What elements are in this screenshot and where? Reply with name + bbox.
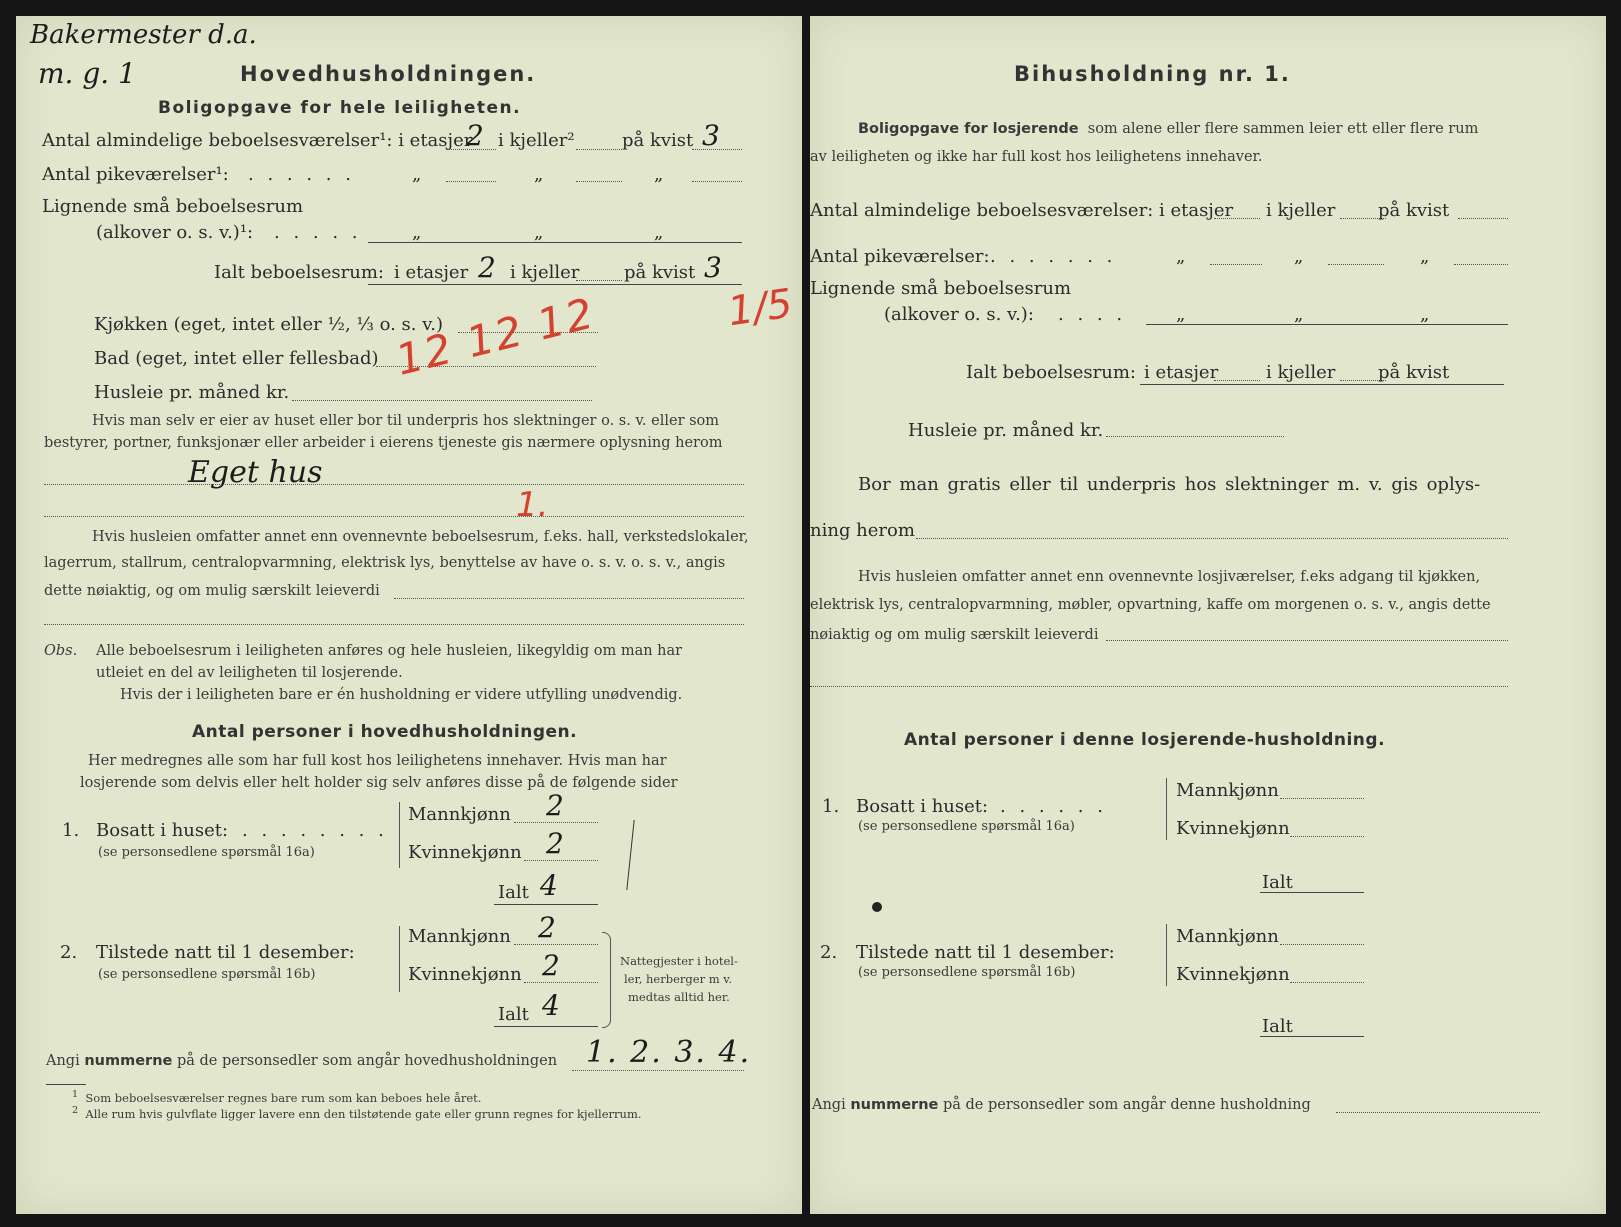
maid-kvist-field[interactable] <box>692 181 742 182</box>
q1-total-underline <box>494 904 598 905</box>
sub-q2-male-label: Mannkjønn <box>1176 926 1279 947</box>
owner-note-line1: Hvis man selv er eier av huset eller bor til underpris hos slektninger o. s. v. eller som <box>92 413 720 429</box>
sub-extras-line1: Hvis husleien omfatter annet enn ovennevnte losjiværelser, f.eks adgang til kjøkken, <box>858 569 1481 585</box>
q2-male-field[interactable] <box>514 944 598 945</box>
q2-right-brace <box>602 932 611 1028</box>
sub-angi-prefix: Angi <box>812 1097 846 1113</box>
sub-q2-number: 2. <box>820 942 838 963</box>
q1-male-field[interactable] <box>514 822 598 823</box>
main-household-sheet <box>16 16 802 1214</box>
sub-maid-label: Antal pikeværelser: <box>810 246 990 267</box>
sub-rooms-kvist-field[interactable] <box>1458 218 1508 219</box>
angi-field[interactable] <box>572 1070 744 1071</box>
q1-number: 1. <box>62 820 80 841</box>
q2-male-label: Mannkjønn <box>408 926 511 947</box>
sub-extras-line3: nøiaktig og om mulig særskilt leieverdi <box>810 627 1099 643</box>
page-title: Hovedhusholdningen. <box>240 62 537 86</box>
q1-dots: . . . . . . . . <box>242 820 388 841</box>
rooms-kvist-value: 3 <box>702 119 720 152</box>
q2-side-note-line2: ler, herberger m v. <box>624 972 733 986</box>
q2-female-value: 2 <box>542 949 560 982</box>
sub-q1-female-field[interactable] <box>1290 836 1364 837</box>
q1-female-value: 2 <box>546 827 564 860</box>
sub-q2-sub: (se personsedlene spørsmål 16b) <box>858 965 1076 980</box>
sub-alcoves-ditto-1: „ <box>1176 304 1186 325</box>
sub-alcoves-dots: . . . . <box>1058 304 1127 325</box>
sub-q2-total-label: Ialt <box>1262 1016 1293 1037</box>
persons-title: Antal personer i hovedhusholdningen. <box>192 722 578 742</box>
red-check-mark: 1. <box>516 485 549 525</box>
sub-q1-brace <box>1166 778 1167 840</box>
footnote-1: $^1$ Som beboelsesværelser regnes bare rum som kan beboes hele året. <box>72 1089 482 1105</box>
sub-rooms-etasjer-field[interactable] <box>1214 218 1260 219</box>
bath-label: Bad (eget, intet eller fellesbad) <box>94 348 379 369</box>
sub-q2-total-underline <box>1260 1036 1364 1037</box>
sub-q2-label: Tilstede natt til 1 desember: <box>856 942 1115 963</box>
q2-total-label: Ialt <box>498 1004 529 1025</box>
maid-kjeller-field[interactable] <box>576 181 622 182</box>
maid-etasjer-field[interactable] <box>446 181 496 182</box>
sub-extras-field-2[interactable] <box>810 686 1508 687</box>
owner-note-field-2[interactable] <box>44 516 744 517</box>
sub-total-underline <box>1140 384 1504 385</box>
q1-male-label: Mannkjønn <box>408 804 511 825</box>
sub-angi-rest: på de personsedler som angår denne husholdning <box>942 1097 1311 1113</box>
owner-note-field-1[interactable] <box>44 484 744 485</box>
page-subtitle: Boligopgave for hele leiligheten. <box>158 98 522 118</box>
sub-q1-male-label: Mannkjønn <box>1176 780 1279 801</box>
q2-female-field[interactable] <box>524 982 598 983</box>
sub-maid-etasjer-field[interactable] <box>1210 264 1262 265</box>
sub-alcoves-label: (alkover o. s. v.): <box>884 304 1034 325</box>
q2-number: 2. <box>60 942 78 963</box>
sub-rooms-kvist-label: på kvist <box>1378 200 1450 221</box>
persons-note-line2: losjerende som delvis eller helt holder sig selv anføres disse på de følgende sider <box>80 775 678 791</box>
sub-extras-field-1[interactable] <box>1106 640 1508 641</box>
q1-brace <box>399 802 400 868</box>
sub-q2-brace <box>1166 924 1167 986</box>
sub-intro-line2: av leiligheten og ikke har full kost hos leilighetens innehaver. <box>810 149 1263 165</box>
maid-rooms-dots: . . . . . . <box>248 164 355 185</box>
q2-male-value: 2 <box>538 911 556 944</box>
total-etasjer-label: i etasjer <box>394 262 469 283</box>
rent-label: Husleie pr. måned kr. <box>94 382 290 403</box>
red-tally-mark: 1/5 <box>725 280 796 336</box>
sub-maid-kjeller-field[interactable] <box>1328 264 1384 265</box>
sub-q1-total-label: Ialt <box>1262 872 1293 893</box>
alcoves-dots: . . . . . <box>274 222 362 243</box>
total-kjeller-field[interactable] <box>576 280 622 281</box>
extras-note-line3: dette nøiaktig, og om mulig særskilt leieverdi <box>44 583 380 599</box>
maid-rooms-label: Antal pikeværelser¹: <box>42 164 229 185</box>
handwritten-reference: m. g. 1 <box>38 57 136 90</box>
angi-rest: på de personsedler som angår hovedhusholdningen <box>176 1053 558 1069</box>
similar-rooms-label: Lignende små beboelsesrum <box>42 196 304 217</box>
handwritten-check <box>612 820 634 890</box>
sub-intro-rest: som alene eller flere sammen leier ett eller flere rum <box>1087 121 1479 137</box>
sub-q1-dots: . . . . . . <box>1000 796 1107 817</box>
total-rooms-label: Ialt beboelsesrum: <box>214 262 384 283</box>
handwritten-occupation: Bakermester d.a. <box>30 20 257 50</box>
sub-angi-field[interactable] <box>1336 1112 1540 1113</box>
maid-ditto-2: „ <box>534 164 544 185</box>
q2-label: Tilstede natt til 1 desember: <box>96 942 355 963</box>
rooms-label: Antal almindelige beboelsesværelser¹: i etasjer <box>42 130 473 151</box>
sub-rooms-kjeller-label: i kjeller <box>1266 200 1336 221</box>
sub-q1-sub: (se personsedlene spørsmål 16a) <box>858 819 1075 834</box>
alcoves-ditto-2: „ <box>534 222 544 243</box>
footnote-rule <box>46 1084 86 1085</box>
sub-q1-total-underline <box>1260 892 1364 893</box>
total-kvist-label: på kvist <box>624 262 696 283</box>
q1-total-value: 4 <box>540 869 558 902</box>
sub-alcoves-underline <box>1146 324 1508 325</box>
rooms-kvist-label: på kvist <box>622 130 694 151</box>
sub-intro-bold: Boligopgave for losjerende <box>858 121 1079 137</box>
total-etasjer-value: 2 <box>478 251 496 284</box>
alcoves-ditto-1: „ <box>412 222 422 243</box>
q2-sub: (se personsedlene spørsmål 16b) <box>98 967 316 982</box>
obs-line2: utleiet en del av leiligheten til losjerende. <box>96 665 403 681</box>
q1-female-label: Kvinnekjønn <box>408 842 522 863</box>
sub-q2-female-label: Kvinnekjønn <box>1176 964 1290 985</box>
sub-maid-kvist-field[interactable] <box>1454 264 1508 265</box>
q1-label: Bosatt i huset: <box>96 820 229 841</box>
q1-total-label: Ialt <box>498 882 529 903</box>
maid-ditto-3: „ <box>654 164 664 185</box>
obs-label: Obs. <box>44 643 78 659</box>
q2-side-note-line3: medtas alltid her. <box>628 990 730 1004</box>
rent-field[interactable] <box>292 400 592 401</box>
sub-title: Bihusholdning nr. 1. <box>1014 62 1291 86</box>
sub-intro-line1 <box>858 122 1478 137</box>
sub-extras-line2: elektrisk lys, centralopvarmning, møbler, opvartning, kaffe om morgenen o. s. v., angis dette <box>810 597 1491 613</box>
sub-rooms-label: Antal almindelige beboelsesværelser: i etasjer <box>810 200 1234 221</box>
red-rent-figures: 12 12 12 <box>390 288 600 385</box>
subhousehold-sheet <box>810 16 1606 1214</box>
extras-field-1[interactable] <box>394 598 744 599</box>
q2-total-value: 4 <box>542 989 560 1022</box>
angi-value: 1. 2. 3. 4. <box>586 1035 752 1070</box>
total-kjeller-label: i kjeller <box>510 262 580 283</box>
extras-note-line2: lagerrum, stallrum, centralopvarmning, elektrisk lys, benyttelse av have o. s. v. o. s. v., angis <box>44 555 726 571</box>
sub-total-etasjer-label: i etasjer <box>1144 362 1219 383</box>
sub-free-field[interactable] <box>916 538 1508 539</box>
sub-q1-male-field[interactable] <box>1280 798 1364 799</box>
sub-angi-line <box>812 1098 1311 1113</box>
angi-prefix: Angi <box>46 1053 80 1069</box>
ink-blot <box>872 902 882 912</box>
sub-total-kvist-label: på kvist <box>1378 362 1450 383</box>
extras-note-line1: Hvis husleien omfatter annet enn ovennevnte beboelsesrum, f.eks. hall, verkstedslokaler, <box>92 529 749 545</box>
sub-maid-ditto-3: „ <box>1420 246 1430 267</box>
alcoves-underline <box>368 242 742 243</box>
owner-note-line2: bestyrer, portner, funksjonær eller arbeider i eierens tjeneste gis nærmere oplysning herom <box>44 435 723 451</box>
persons-note-line1: Her medregnes alle som har full kost hos leilighetens innehaver. Hvis man har <box>88 753 667 769</box>
alcoves-label: (alkover o. s. v.)¹: <box>96 222 254 243</box>
sub-maid-dots: . . . . . . . <box>990 246 1117 267</box>
sub-rent-field[interactable] <box>1106 436 1284 437</box>
sub-alcoves-ditto-3: „ <box>1420 304 1430 325</box>
q1-female-field[interactable] <box>524 860 598 861</box>
total-kvist-value: 3 <box>704 251 722 284</box>
sub-q2-male-field[interactable] <box>1280 944 1364 945</box>
angi-line <box>46 1054 557 1069</box>
q2-female-label: Kvinnekjønn <box>408 964 522 985</box>
sub-persons-title: Antal personer i denne losjerende-husholdning. <box>904 730 1386 750</box>
obs-line3: Hvis der i leiligheten bare er én husholdning er videre utfylling unødvendig. <box>120 687 683 703</box>
total-underline <box>368 284 742 285</box>
sub-q1-number: 1. <box>822 796 840 817</box>
q2-total-underline <box>494 1026 598 1027</box>
obs-line1: Alle beboelsesrum i leiligheten anføres og hele husleien, likegyldig om man har <box>96 643 683 659</box>
q1-sub: (se personsedlene spørsmål 16a) <box>98 845 315 860</box>
q2-brace <box>399 926 400 992</box>
sub-q2-female-field[interactable] <box>1290 982 1364 983</box>
sub-total-label: Ialt beboelsesrum: <box>966 362 1136 383</box>
rooms-kjeller-label: i kjeller² <box>498 130 575 151</box>
sub-free-line1: Bor man gratis eller til underpris hos slektninger m. v. gis oplys- <box>858 474 1481 495</box>
sub-total-etasjer-field[interactable] <box>1214 380 1260 381</box>
sub-q1-label: Bosatt i huset: <box>856 796 989 817</box>
q1-male-value: 2 <box>546 789 564 822</box>
handwritten-owner-note: Eget hus <box>188 455 323 490</box>
sub-rent-label: Husleie pr. måned kr. <box>908 420 1104 441</box>
sub-angi-bold: nummerne <box>850 1097 939 1113</box>
sub-free-line2: ning herom <box>810 520 915 541</box>
maid-ditto-1: „ <box>412 164 422 185</box>
rooms-etasjer-value: 2 <box>466 119 484 152</box>
sub-q1-female-label: Kvinnekjønn <box>1176 818 1290 839</box>
alcoves-ditto-3: „ <box>654 222 664 243</box>
kitchen-label: Kjøkken (eget, intet eller ½, ⅓ o. s. v.) <box>94 314 443 335</box>
footnote-2: $^2$ Alle rum hvis gulvflate ligger lavere enn den tilstøtende gate eller grunn regnes for kjellerrum. <box>72 1105 642 1121</box>
sub-alcoves-ditto-2: „ <box>1294 304 1304 325</box>
angi-bold: nummerne <box>84 1053 173 1069</box>
sub-similar-label: Lignende små beboelsesrum <box>810 278 1072 299</box>
sub-maid-ditto-1: „ <box>1176 246 1186 267</box>
rooms-kjeller-field[interactable] <box>576 149 622 150</box>
q2-side-note-line1: Nattegjester i hotel- <box>620 954 738 968</box>
sub-maid-ditto-2: „ <box>1294 246 1304 267</box>
extras-field-2[interactable] <box>44 624 744 625</box>
sub-total-kjeller-label: i kjeller <box>1266 362 1336 383</box>
